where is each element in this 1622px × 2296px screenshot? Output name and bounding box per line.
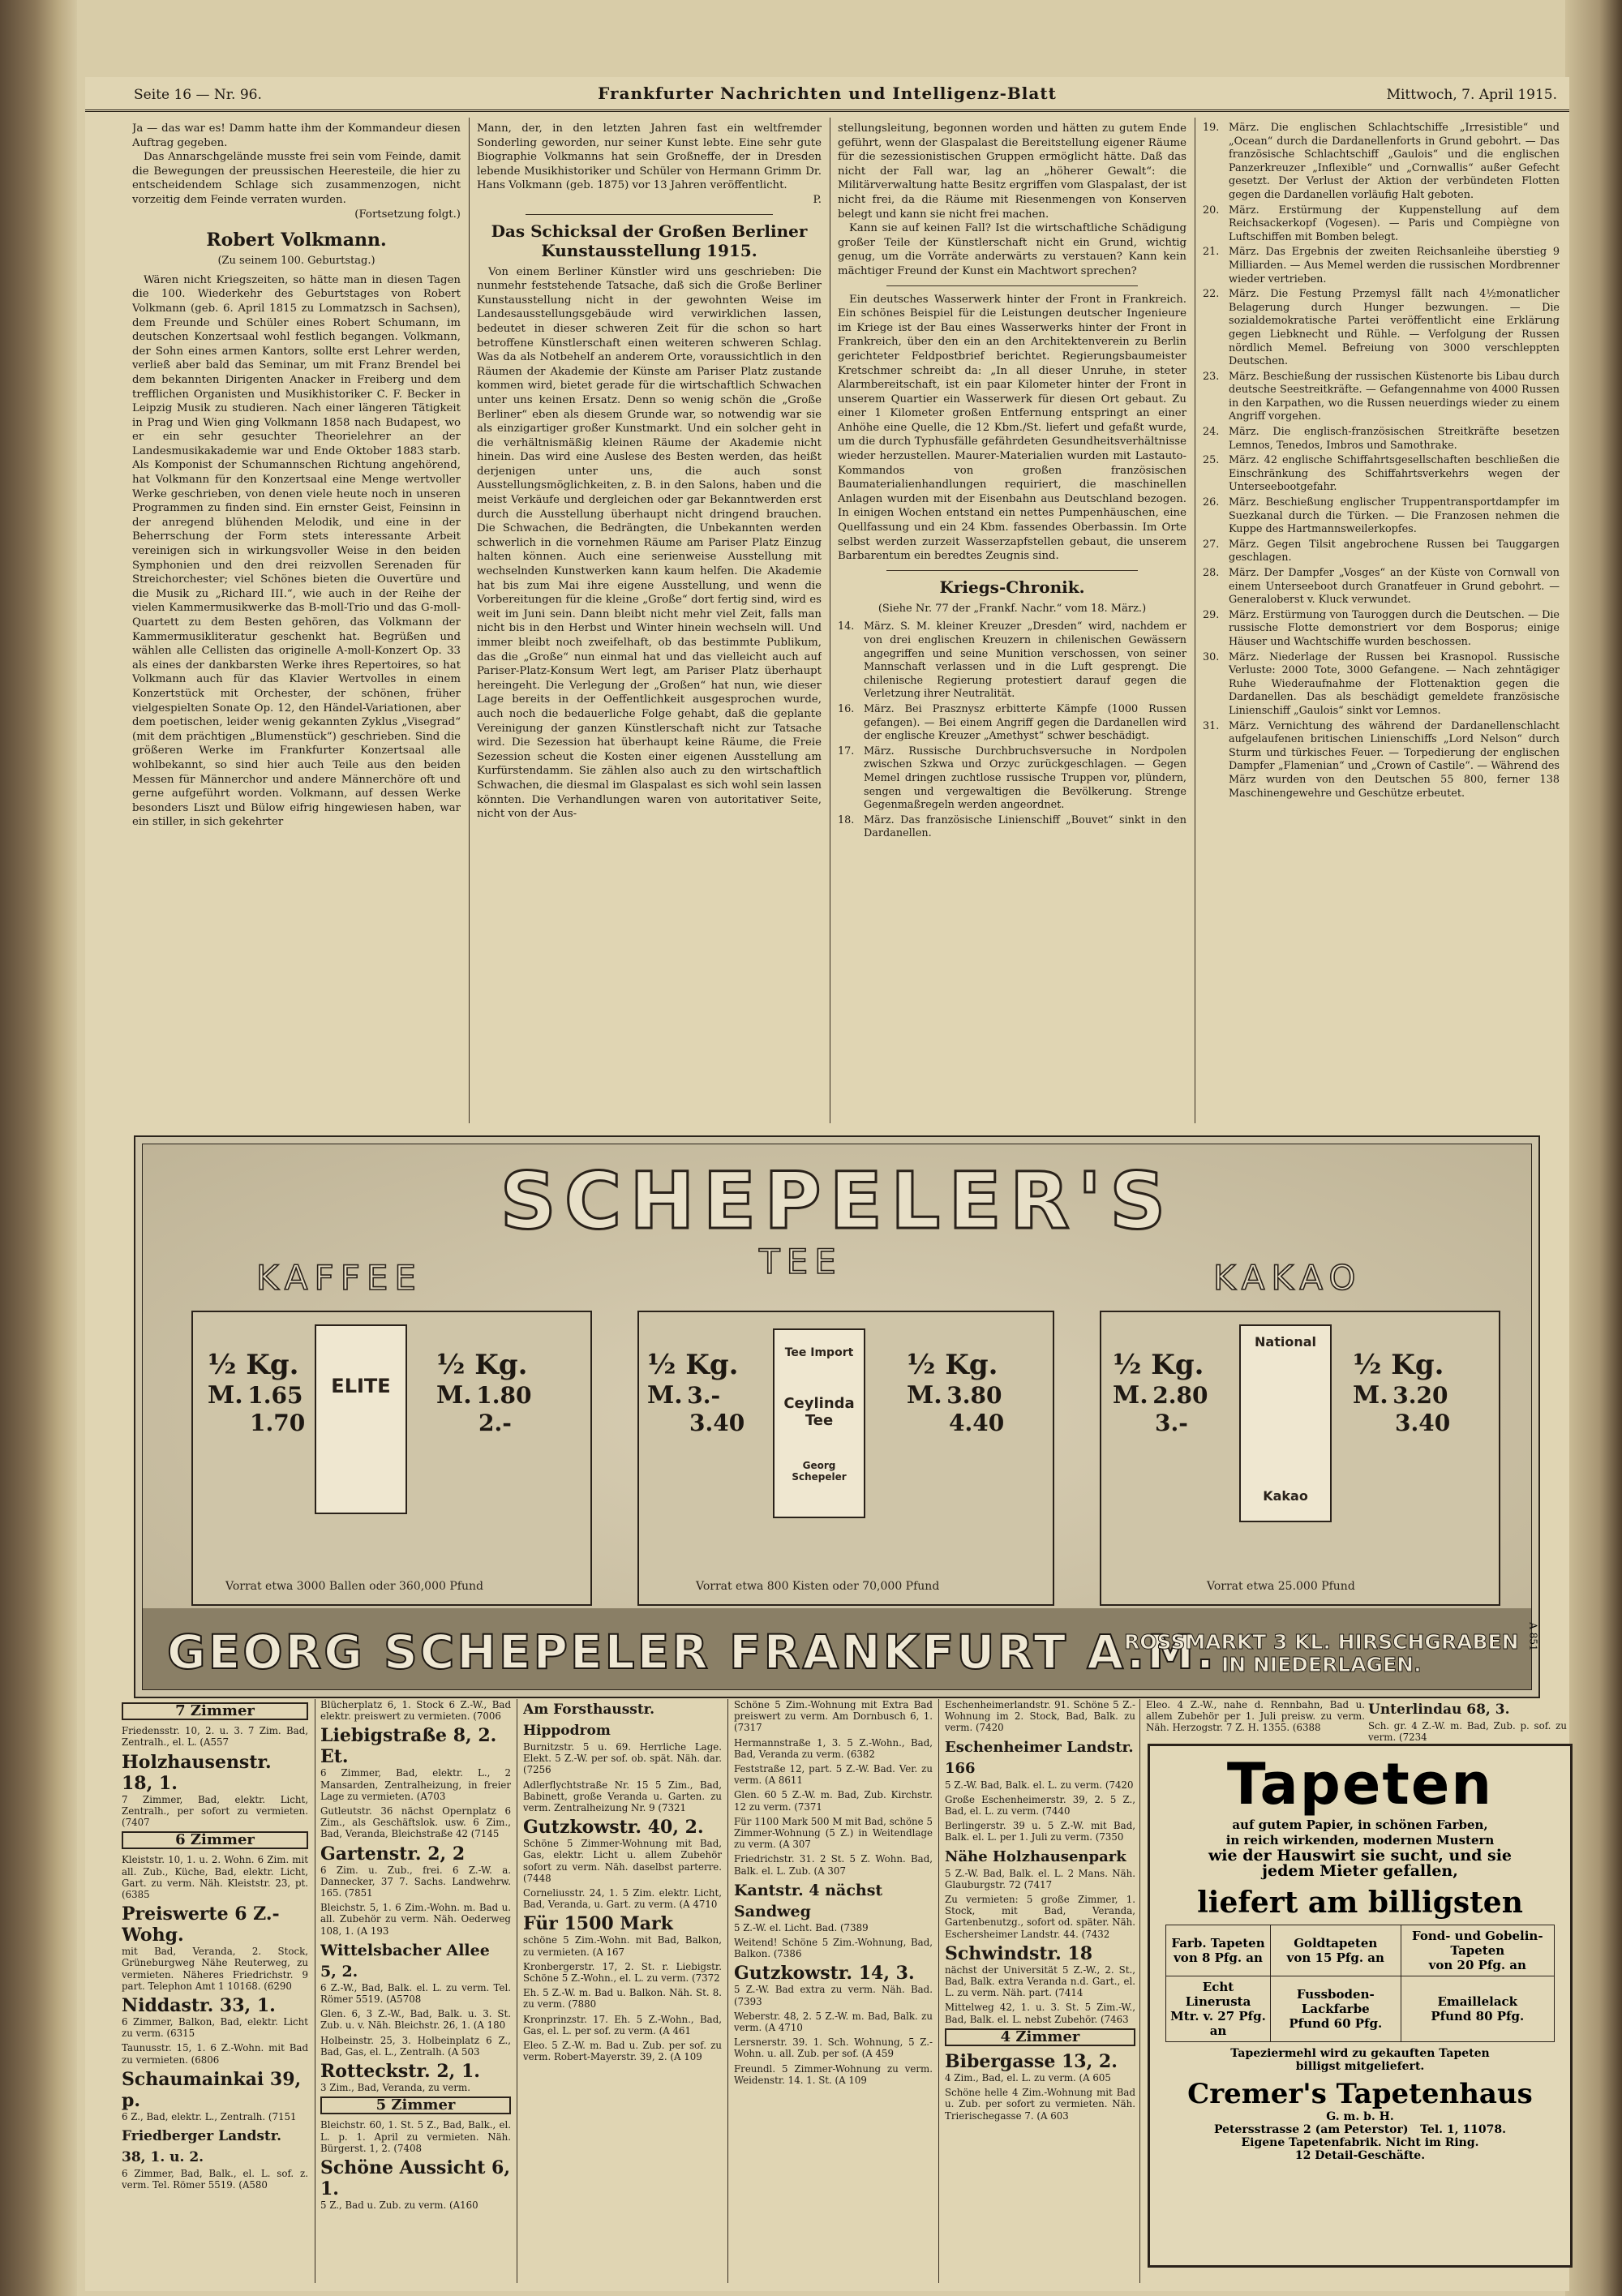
price-cell: Farb. Tapeten von 8 Pfg. an [1166,1925,1271,1976]
price: 2.- [478,1410,512,1436]
listing-heading: Niddastr. 33, 1. [122,1995,276,2017]
entry-text: März. 42 englische Schiffahrtsgesellschaften beschließen die Einschränkung des Schiffahrtsverkehrs wegen der Unterseebootgefahr. [1229,454,1560,494]
listing: 6 Zimmer, Bad, Balk., el. L. sof. z. verm. Tel. Römer 5519. (A580 [122,2168,308,2191]
entry-date: 17. [838,745,855,757]
story-continuation: Ja — das war es! Damm hatte ihm der Kommandeur diesen Auftrag gegeben. [132,122,461,149]
listing: Blücherplatz 6, 1. Stock 6 Z.-W., Bad elektr. preiswert zu vermieten. (7006 [320,1699,511,1723]
chronicle-entry [1203,454,1560,495]
entry-text: März. Die Festung Przemysl fällt nach 4½monatlicher Belagerung durch Hunger bezwungen. — Die sozialdemokratische Partei veröffentlicht eine Erklärung gegen Liebknecht und Rühle. — Verfolgung der Russen nördlich Memel. Befreiung von 3000 verschleppten Deutschen. [1229,288,1560,368]
tee-package: Tee Import Ceylinda Tee Georg Schepeler [773,1328,865,1518]
listing-heading: Gutzkowstr. 40, 2. [523,1817,704,1839]
column-4 [1203,122,1560,1127]
shop-note: Eigene Tapetenfabrik. Nicht im Ring. [1241,2136,1479,2149]
chronicle-entry [1203,204,1560,245]
listing: Zu vermieten: 5 große Zimmer, 1. Stock, mit Bad, Veranda, Gartenbenutzg., sofort od. später. Näh. Eschersheimer Landstr. 44. (7432 [945,1894,1135,1940]
tapeten-note: Tapeziermehl wird zu gekauften Tapeten [1230,2047,1490,2060]
article-title: Das Schicksal der Großen Berliner Kunstausstellung 1915. [491,221,808,260]
page-edge [1565,0,1622,2296]
chronicle-entry [1203,609,1560,650]
paragraph: Ein deutsches Wasserwerk hinter der Front in Frankreich. Ein schönes Beispiel für die Leistungen deutscher Ingenieure im Kriege ist der Bau eines Wasserwerks hinter der Front in Frankreich, über den ein an den Architektenverein zu Berlin gerichteter Feldpostbrief berichtet. Regierungsbaumeister Kretschmer schreibt da: „In all dieser Unruhe, in steter Alarmbereitschaft, ist ein paar Kilometer hinter der Front in unserem Quartier ein Wasserwerk für diesen Ort gebaut. Zu einer 1 Kilometer großen Entfernung entspringt an einer Anhöhe eine Quelle, die 12 Kbm./St. liefert und gefaßt wurde, um die durch Typhusfälle gefährdeten Gesundheitsverhältnisse wieder herzustellen. Maurer-Materialien wurden mit Lastauto-Kommandos von großen französischen Baumaterialienhandlungen requiriert, die maschinellen Anlagen wurden mit der Eisenbahn aus Deutschland bezogen. In einigen Wochen entstand ein nettes Pumpenhäuschen, eine Quellfassung und ein 24 Kbm. fassendes Oberbassin. Im Orte selbst werden zurzeit Wasserzapfstellen gebaut, die unserem Barbarentum ein beredtes Zeugnis sind. [838,293,1186,563]
entry-text: März. Der Dampfer „Vosges“ an der Küste von Cornwall von einem Unterseeboot durch Granatfeuer in Grund gebohrt. — Generaloberst v. Kluck verwundet. [1229,567,1560,607]
paragraph: Das Annarschgelände musste frei sein vom Feinde, damit die Bewegungen der preussischen Heeresteile, die hier zu entscheidendem Schlage sich zusammenzogen, nicht vorzeitig dem Feinde verraten wurden. [132,151,461,206]
entry-text: März. Die englischen Schlachtschiffe „Irresistible“ und „Ocean“ durch die Dardanellenforts in Grund gebohrt. — Das französische Schlachtschiff „Gaulois“ und die englischen Panzerkreuzer „Inflexible“ und „Cornwallis“ außer Gefecht gesetzt. Der Verlust der Aktion der verbündeten Flotten gegen die Dardanellen vorläufig Halt geboten. [1229,122,1560,201]
classifieds-col-6a [1146,1699,1365,1748]
price-block: ½ Kg. M. 1.65 1.70 [208,1349,306,1436]
listing: 5 Z.-W. Bad extra zu verm. Näh. Bad. (7393 [734,1984,933,2007]
listing-heading: Unterlindau 68, 3. [1368,1702,1510,1718]
chronicle-subtitle: (Siehe Nr. 77 der „Frankf. Nachr.“ vom 18. März.) [878,602,1147,615]
price: 3.20 [1392,1382,1448,1409]
listing-heading: Wittelsbacher Allee 5, 2. [320,1941,490,1981]
brand-name: SCHEPELER'S [500,1156,1174,1247]
listing: Schöne 5 Zim.-Wohnung mit Extra Bad preiswert zu verm. Am Dornbusch 6, 1. (7317 [734,1699,933,1734]
listing: Eschenheimerlandstr. 91. Schöne 5 Z.-Wohnung im 2. Stock, Bad, Balk. zu verm. (7420 [945,1699,1135,1734]
listing: Burnitzstr. 5 u. 69. Herrliche Lage. Elekt. 5 Z.-W. per sof. ob. spät. Näh. dar. (7256 [523,1741,722,1776]
listing-heading: Liebigstraße 8, 2. Et. [320,1725,497,1768]
entry-text: März. Beschießung der russischen Küstenorte bis Libau durch deutsche Seestreitkräfte. — Gefangennahme von 4000 Russen in den Karpathen, wo die Russen neuerdings wieder zu einem Angriff vorgehen. [1229,370,1560,423]
entry-text: März. Bei Prasznysz erbitterte Kämpfe (1000 Russen gefangen). — Bei einem Angriff gegen die Dardanellen wird der englische Kreuzer „Amethyst“ schwer beschädigt. [864,702,1186,743]
entry-date: 22. [1203,288,1220,301]
chronicle-entry [1203,567,1560,607]
chronicle-entry [1203,426,1560,453]
listing: Schöne helle 4 Zim.-Wohnung mit Bad u. Zub. per sofort zu vermieten. Näh. Trierischegasse 7. (A 603 [945,2087,1135,2122]
issue-date: Mittwoch, 7. April 1915. [1386,87,1557,103]
listing: Mittelweg 42, 1. u. 3. St. 5 Zim.-W., Bad, Balk. el. L. nebst Zubehör. (7463 [945,2002,1135,2025]
shop-note: 12 Detail-Geschäfte. [1294,2149,1426,2162]
sheet [85,77,1569,2291]
book-binding [0,0,77,2296]
listing: Hermannstraße 1, 3. 5 Z.-Wohn., Bad, Bad, Veranda zu verm. (6382 [734,1736,933,1760]
listing: Gutleutstr. 36 nächst Opernplatz 6 Zim., als Geschäftslok. usw. 6 Zim., Bad, Veranda, Bleichstraße 42 (7145 [320,1805,511,1840]
listing: 6 Z., Bad, elektr. L., Zentralh. (7151 [122,2110,297,2122]
kaffee-package: ELITE [315,1324,407,1514]
stock-note: Vorrat etwa 3000 Ballen oder 360,000 Pfund [225,1580,483,1593]
listing: Sch. gr. 4 Z.-W. m. Bad, Zub. p. sof. zu verm. (7234 [1368,1720,1567,1744]
listing: Adlerflychtstraße Nr. 15 5 Zim., Bad, Babinett, große Veranda u. Garten. zu verm. Zentralheizung Nr. 9 (7321 [523,1779,722,1814]
listing: Eleo. 4 Z.-W., nahe d. Rennbahn, Bad u. allem Zubehör per 1. Juli preisw. zu verm. Näh. Herzogstr. 7 Z. H. 1355. (6388 [1146,1699,1365,1734]
tapeten-offer: liefert am billigsten [1197,1886,1523,1920]
listing: Freundl. 5 Zimmer-Wohnung zu verm. Weidenstr. 14. 1. St. (A 109 [734,2062,933,2086]
chronicle-entry [1203,246,1560,286]
entry-date: 26. [1203,496,1220,509]
price-block: ½ Kg. M. 3.20 3.40 [1353,1349,1451,1436]
entry-text: März. Das französische Linienschiff „Bouvet“ sinkt in den Dardanellen. [864,813,1186,840]
listing: 5 Z., Bad u. Zub. zu verm. (A160 [320,2199,478,2212]
chronicle-entry [1203,720,1560,801]
page-header [85,77,1569,112]
entry-text: März. S. M. kleiner Kreuzer „Dresden“ wird, nachdem er von drei englischen Kreuzern in chilenischen Gewässern angegriffen und seine Munition verschossen, von seiner Mannschaft verlassen und in die Luft gesprengt. Die chilenische Regierung protestiert darauf gegen die Verletzung ihrer Neutralität. [864,620,1186,701]
listing: Eh. 5 Z.-W. m. Bad u. Balkon. Näh. St. 8. zu verm. (7880 [523,1987,722,2011]
listing: 4 Zim., Bad, el. L. zu verm. (A 605 [945,2072,1111,2084]
chronicle-entry [838,814,1186,841]
listing: 5 Z.-W. Bad, Balk. el. L. zu verm. (7420 [945,1779,1134,1791]
entry-date: 21. [1203,246,1220,259]
tapeten-line: jedem Mieter gefallen, [1262,1862,1458,1880]
classifieds-col-5 [945,1699,1135,2283]
article-subtitle: (Zu seinem 100. Geburtstag.) [217,255,375,268]
entry-text: März. Erstürmung von Tauroggen durch die Deutschen. — Die russische Flotte demonstriert vor dem Bosporus; einige Häuser und Wachtschiffe wurden beschossen. [1229,608,1560,648]
column-2 [477,122,822,1127]
entry-date: 16. [838,702,855,715]
price-cell: Fond- und Gobelin-Tapeten von 20 Pfg. an [1401,1925,1554,1976]
tapeten-line: auf gutem Papier, in schönen Farben, [1232,1817,1488,1832]
signature: P. [813,193,822,206]
paragraph: stellungsleitung, begonnen worden und hätten zu gutem Ende geführt, wenn der Glaspalast die Bereitstellung eigener Räume für die sezessionistischen Gruppen ermöglicht hätte. Daß das nicht der Fall war, lag an „höherer Gewalt“: die Militärverwaltung hatte Besitz ergriffen vom Glaspalast, der ist nicht frei, da die Räume mit Riesenmengen von Konserven belegt und kann sie nicht frei machen. [838,122,1186,221]
listing: Friedrichstr. 31. 2 St. 5 Z. Wohn. Bad, Balk. el. L. Zub. (A 307 [734,1853,933,1877]
kakao-panel [1100,1311,1500,1606]
listing-heading: Friedberger Landstr. 38, 1. u. 2. [122,2128,282,2166]
listing: Kronbergerstr. 17, 2. St. r. Liebigstr. Schöne 5 Z.-Wohn., el. L. zu verm. (7372 [523,1960,722,1985]
price-cell: Goldtapeten von 15 Pfg. an [1271,1925,1401,1976]
listing-heading: Eschenheimer Landstr. 166 [945,1738,1134,1777]
entry-text: März. Die englisch-französischen Streitkräfte besetzen Lemnos, Tenedos, Imbros und Samothrake. [1229,426,1560,452]
shop-legal: G. m. b. H. [1326,2110,1394,2123]
article-body: Wären nicht Kriegszeiten, so hätte man in diesen Tagen die 100. Wiederkehr des Geburtstages von Robert Volkmann (geb. 6. April 1815 zu Lommatzsch in Sachsen), dem Freunde und Schüler eines Robert Schumann, im deutschen Konzertsaal wohl festlich begangen. Volkmann, der Sohn eines armen Kantors, sollte erst Lehrer werden, verließ aber bald das Seminar, um mit Franz Brendel bei dem bekannten Dirigenten Anacker in Freiberg und dem trefflichen Organisten und Musikhistoriker C. F. Becker in Leipzig Musik zu studieren. Nach einer längeren Tätigkeit in Prag und Wien ging Volkmann 1858 nach Budapest, wo er ein sehr gesuchter Theorielehrer an der Landesmusikakademie war und Ende Oktober 1883 starb. Als Komponist der Schumannschen Richtung angehörend, hat Volkmann für den Konzertsaal eine Menge wertvoller Werke geschrieben, von denen viele heute noch in unseren Programmen zu finden sind. Ein ernster Geist, Feinsinn in der anregend blühenden Melodik, und eine in der Beherrschung der Form stets interessante Arbeit vereinigen sich in wirkungsvoller Weise in den beiden Symphonien und den drei reizvollen Serenaden für Streichorchester; viel Schönes bieten die Ouvertüre und die Musik zu „Richard III.“, wie auch in der Reihe der vielen Kammermusikwerke das B-moll-Trio und das G-moll-Quartett zu dem Besten gehören, das Volkmann der Kammermusikliteratur geschenkt hat. Begrüßen und wählen alle Cellisten das originelle A-moll-Konzert Op. 33 als eines der dankbarsten Werke ihres Repertoires, so hat Volkmann auch für das Klavier Wertvolles in einem Konzertstück mit Orchester, der schönen, früher vielgespielten Sonate Op. 12, den Händel-Variationen, aber dem poetischen, leider wenig gekannten Zyklus „Visegrad“ (mit dem prächtigen „Blumenstück“) geschrieben. Sind die größeren Werke im Frankfurter Konzertsaal alle wohlbekannt, so sind hier auch Teile aus den beiden Messen für Männerchor und andere Männerchöre oft und gerne aufgeführt worden. Volkmann, auf dessen Werke besonders Liszt und Bülow eifrig hingewiesen haben, war ein stiller, in sich gekehrter [132,273,461,829]
product-kakao: KAKAO [1213,1258,1362,1298]
listing-heading: Am Forsthausstr. Hippodrom [523,1702,654,1739]
chronicle-entry [1203,539,1560,565]
listing-heading: Kantstr. 4 nächst Sandweg [734,1881,883,1920]
listing: mit Bad, Veranda, 2. Stock, Grüneburgweg Nähe Reuterweg, zu vermieten. Näheres Friedrichstr. 9 part. Telephon Amt 1 10168. (6290 [122,1946,308,1992]
shop-address: Petersstrasse 2 (am Peterstor) Tel. 1, 11078. [1213,2123,1506,2136]
product-kaffee: KAFFEE [256,1258,423,1298]
entry-date: 24. [1203,426,1220,439]
listing: Eleo. 5 Z.-W. m. Bad u. Zub. per sof. zu verm. Robert-Mayerstr. 39, 2. (A 109 [523,2040,722,2063]
price-block: ½ Kg. M. 3.- 3.40 [647,1349,745,1436]
listing: Bleichstr. 5, 1. 6 Zim.-Wohn. m. Bad u. all. Zubehör zu verm. Näh. Oederweg 108, 1. (A 193 [320,1902,511,1937]
listing: 6 Zimmer, Balkon, Bad, elektr. Licht zu verm. (6315 [122,2016,308,2040]
listing: schöne 5 Zim.-Wohn. mit Bad, Balkon, zu vermieten. (A 167 [523,1934,722,1958]
listing: Bleichstr. 60, 1. St. 5 Z., Bad, Balk., el. L. p. 1. April zu vermieten. Näh. Bürgerst. 1, 2. (7408 [320,2119,511,2154]
section-label: 5 Zimmer [320,2096,511,2114]
price: 1.70 [250,1410,306,1436]
tapeten-title: Tapeten [1226,1751,1494,1817]
kakao-package: National Kakao [1239,1324,1332,1522]
price-cell: Echt Linerusta Mtr. v. 27 Pfg. an [1166,1976,1271,2042]
classifieds-col-2 [320,1699,511,2283]
product-tee: TEE [759,1242,843,1281]
chronicle-entry [1203,651,1560,719]
stock-note: Vorrat etwa 800 Kisten oder 70,000 Pfund [696,1580,940,1593]
schepeler-advert [134,1135,1540,1698]
listing: Feststraße 12, part. 5 Z.-W. Bad. Ver. zu verm. (A 8611 [734,1763,933,1787]
entry-date: 27. [1203,538,1220,551]
entry-text: März. Beschießung englischer Truppentransportdampfer im Suezkanal durch die Türken. — Die Franzosen nehmen die Kuppe des Hartmannsweilerkopfes. [1229,496,1560,536]
listing: Weitend! Schöne 5 Zim.-Wohnung, Bad, Balkon. (7386 [734,1937,933,1960]
entry-date: 20. [1203,204,1220,217]
tapeten-line: wie der Hauswirt sie sucht, und sie [1208,1847,1513,1865]
listing: 7 Zimmer, Bad, elektr. Licht, Zentralh., per sofort zu vermieten. (7407 [122,1793,308,1829]
price-cell: Emaillelack Pfund 80 Pfg. [1401,1976,1554,2042]
price: 3.- [687,1382,721,1409]
listing-heading: Für 1500 Mark [523,1913,673,1935]
chronicle-entry [1203,496,1560,537]
classifieds-col-4 [734,1699,933,2283]
chronicle-entry [838,620,1186,702]
entry-text: März. Niederlage der Russen bei Krasnopol. Russische Verluste: 2000 Tote, 3000 Gefangene. — Nach zehntägiger Ruhe Wiederaufnahme der Flottenaktion gegen die Dardanellen. Das als beschädigt gemeldete französische Linienschiff „Gaulois“ sinkt vor Lemnos. [1229,650,1560,717]
listing: Für 1100 Mark 500 M mit Bad, schöne 5 Zimmer-Wohnung (5 Z.) in Weitendlage zu verm. (A 307 [734,1815,933,1851]
price-block: ½ Kg. M. 3.80 4.40 [907,1349,1005,1436]
price-cell: Fussboden-Lackfarbe Pfund 60 Pfg. [1271,1976,1401,2042]
entry-date: 14. [838,620,855,633]
page-number: Seite 16 — Nr. 96. [134,87,262,103]
listing: 5 Z.-W. Bad, Balk. el. L. 2 Mans. Näh. Glauburgstr. 72 (7417 [945,1867,1135,1890]
advert-code: A 851 [1527,1622,1539,1651]
listing: Holbeinstr. 25, 3. Holbeinplatz 6 Z., Bad, Gas, el. L., Zentralh. (A 503 [320,2034,511,2058]
column-rule [469,118,470,1123]
listing: Große Eschenheimerstr. 39, 2. 5 Z., Bad, el. L. zu verm. (7440 [945,1793,1135,1817]
classifieds-col-1 [122,1699,308,2283]
tapeten-price-table [1165,1925,1555,2042]
stock-note: Vorrat etwa 25.000 Pfund [1207,1580,1355,1593]
entry-date: 18. [838,813,855,826]
tapeten-note: billigst mitgeliefert. [1295,2060,1425,2073]
shop-name: Cremer's Tapetenhaus [1187,2078,1533,2110]
continuation-note: (Fortsetzung folgt.) [354,208,461,221]
company-name: GEORG SCHEPELER FRANKFURT A.M. [167,1624,1216,1680]
listing-heading: Bibergasse 13, 2. [945,2051,1118,2073]
listing: Kleiststr. 10, 1. u. 2. Wohn. 6 Zim. mit all. Zub., Küche, Bad, elektr. Licht, Gart. zu verm. Näh. Kleiststr. 23, pt. (6385 [122,1854,308,1901]
listing: Friedensstr. 10, 2. u. 3. 7 Zim. Bad, Zentralh., el. L. (A557 [122,1725,308,1749]
kaffee-panel [191,1311,592,1606]
chronicle-entry [1203,371,1560,424]
article-title: Robert Volkmann. [206,230,387,251]
listing: Lersnerstr. 39. 1. Sch. Wohnung, 5 Z.-Wohn. u. all. Zub. per sof. (A 459 [734,2036,933,2060]
listing: 6 Zim. u. Zub., frei. 6 Z.-W. a. Dannecker, 37 7. Sachs. Landwehrw. 165. (7851 [320,1864,511,1899]
listing: Glen. 6, 3 Z.-W., Bad, Balk. u. 3. St. Zub. u. v. Näh. Bleichstr. 26, 1. (A 180 [320,2008,511,2032]
listing: 5 Z.-W. el. Licht. Bad. (7389 [734,1921,869,1933]
listing: 6 Zimmer, Bad, elektr. L., 2 Mansarden, Zentralheizung, in freier Lage zu vermieten. (A703 [320,1767,511,1802]
divider [526,214,773,215]
listing: Kronprinzstr. 17. Eh. 5 Z.-Wohn., Bad, Gas, el. L. per sof. zu verm. (A 461 [523,2013,722,2036]
chronicle-entry [1203,122,1560,203]
company-address: ROSSMARKT 3 KL. HIRSCHGRABEN IN NIEDERLAGEN. [1124,1630,1519,1676]
listing-heading: Schöne Aussicht 6, 1. [320,2157,510,2200]
divider [886,285,1138,286]
classifieds-col-3 [523,1699,722,2283]
listing-heading: Gutzkowstr. 14, 3. [734,1963,915,1985]
masthead: Frankfurter Nachrichten und Intelligenz-Blatt [598,84,1057,103]
entry-date: 19. [1203,122,1220,134]
section-label: 7 Zimmer [122,1702,308,1720]
entry-text: März. Das Ergebnis der zweiten Reichsanleihe überstieg 9 Milliarden. — Aus Memel werden die russischen Mordbrenner wieder vertrieben. [1229,246,1560,285]
column-rule [1139,1699,1140,2283]
listing: nächst der Universität 5 Z.-W., 2. St., Bad, Balk. extra Veranda n.d. Gart., el. L. zu verm. Näh. part. (7414 [945,1963,1135,1999]
chronicle-list [838,620,1186,841]
chronicle-list [1203,122,1560,800]
listing-heading: Preiswerte 6 Z.-Wohg. [122,1903,280,1946]
entry-date: 28. [1203,567,1220,579]
listing-heading: Nähe Holzhausenpark [945,1848,1126,1865]
chronicle-entry [838,745,1186,813]
chronicle-entry [838,703,1186,744]
classifieds-col-6b [1368,1699,1567,1748]
price-block: ½ Kg. M. 2.80 3.- [1113,1349,1208,1436]
listing-heading: Schwindstr. 18 [945,1942,1093,1964]
article-body: Von einem Berliner Künstler wird uns geschrieben: Die nunmehr feststehende Tatsache, daß sich die Große Berliner Kunstausstellung nicht in der gewohnten Weise im Landesausstellungsgebäude wird verwirklichen lassen, bedeutet in dieser schweren Zeit für die schon so hart betroffene Künstlerschaft einen weiteren schweren Schlag. Was da als Notbehelf an anderem Orte, voraussichtlich in den Räumen der Akademie der Künste am Pariser Platz zustande kommen wird, bietet gerade für die wirtschaftlich Schwachen unter uns keinen Ersatz. Denn so wenig schön die „Große Berliner“ eben als diesem Grunde war, so notwendig war sie als einzigartiger großer Kunstmarkt. Und ein solcher geht in die verhältnismäßig kleinen Räume der Akademie nicht hinein. Das wird eine Auslese des Besten werden, das heißt derjenigen unter uns, die auch sonst Ausstellungsmöglichkeiten, z. B. in den Salons, haben und die meist Verkäufe und dergleichen oder gar Bekanntwerden erst durch die Ausstellung überhaupt nicht dringend brauchen. Die Schwachen, die Bedrängten, die Unbekannten werden schwerlich in die vornehmen Räume am Pariser Platz Einzug halten können. Auch eine serienweise Ausstellung mit wechselnden Kunstwerken kann kaum helfen. Die Akademie hat bis zum Mai ihre eigene Ausstellung, und wenn die Vorbereitungen für die kleine „Große“ dort fertig sind, wird es weit im Juni sein. Dann bleibt nicht mehr viel Zeit, falls man nicht bis in den Herbst und Winter hinein wechseln will. Und immer bleibt noch zweifelhaft, ob das bestimmte Publikum, das die „Große“ nun einmal hat und das vielleicht auch auf Pariser-Platz-Konsum Wert legt, am Pariser Platz überhaupt hereingeht. Die Verlegung der „Großen“ hat nun, wie dieser Lage bereits in der Oeffentlichkeit ausgesprochen wurde, auch noch die bedauerliche Folge gehabt, daß die geplante Vereinigung der ganzen Künstlerschaft nicht zur Tatsache wird. Die Sezession hat überhaupt keine Räume, die Freie Sezession scheut die Kosten einer eigenen Ausstellung am Kurfürstendamm. Sie zählen also auch zu den wirtschaftlich Schwachen, die diesmal im Glaspalast es sich wohl sein lassen könnten. Die Verhandlungen waren von autoritativer Seite, nicht von der Aus- [477,265,822,821]
chronicle-title: Kriegs-Chronik. [939,577,1085,597]
price: 2.80 [1152,1382,1208,1409]
section-label: 6 Zimmer [122,1831,308,1849]
listing-heading: Rotteckstr. 2, 1. [320,2061,480,2083]
price: 3.40 [689,1410,745,1436]
entry-date: 25. [1203,454,1220,467]
entry-text: März. Gegen Tilsit angebrochene Russen bei Tauggargen geschlagen. [1229,538,1560,564]
column-1 [132,122,461,1127]
listing: Taunusstr. 15, 1. 6 Z.-Wohn. mit Bad zu vermieten. (6806 [122,2042,308,2066]
entry-date: 31. [1203,719,1220,732]
listing: 6 Z.-W., Bad, Balk. el. L. zu verm. Tel. Römer 5519. (A5708 [320,1981,511,2006]
listing-heading: Gartenstr. 2, 2 [320,1843,466,1865]
tapeten-line: in reich wirkenden, modernen Mustern [1225,1833,1495,1848]
tee-panel [637,1311,1054,1606]
listing: Corneliusstr. 24, 1. 5 Zim. elektr. Licht, Bad, Veranda, u. Gart. zu verm. (A 4710 [523,1887,722,1911]
divider [886,570,1138,571]
column-rule [938,1699,939,2283]
price: 4.40 [949,1410,1005,1436]
listing: Berlingerstr. 39 u. 5 Z.-W. mit Bad, Balk. el. L. per 1. Juli zu verm. (7350 [945,1820,1135,1843]
entry-text: März. Russische Durchbruchsversuche in Nordpolen zwischen Szkwa und Orzyc zurückgeschlagen. — Gegen Memel dringen zuchtlose russische Truppen vor, plündern, sengen und vergewaltigen die Bevölkerung. Strenge Gegenmaßregeln werden angeordnet. [864,745,1186,812]
column-3 [838,122,1186,1127]
column-rule [727,1699,728,2283]
entry-date: 30. [1203,650,1220,663]
listing-heading: Holzhausenstr. 18, 1. [122,1751,272,1794]
listing-heading: Schaumainkai 39, p. [122,2068,302,2111]
section-label: 4 Zimmer [945,2028,1135,2046]
price-block: ½ Kg. M. 1.80 2.- [436,1349,532,1436]
price: 1.65 [247,1382,303,1409]
paragraph: Kann sie auf keinen Fall? Ist die wirtschaftliche Schädigung großer Teile der Künstlerschaft nicht ein Grund, wichtig genug, um die Vorräte anderwärts zu verstauen? Kann kein mächtiger Freund der Kunst ein Machtwort sprechen? [838,222,1186,277]
entry-text: März. Vernichtung des während der Dardanellenschlacht aufgelaufenen britischen Linienschiffs „Lord Nelson“ durch Sturm und türkisches Feuer. — Torpedierung der englischen Dampfer „Flamenian“ und „Crown of Castile“. — Während des März wurden von den Deutschen 55 800, ferner 138 Maschinengewehre und Geschütze erbeutet. [1229,719,1560,800]
listing: Schöne 5 Zimmer-Wohnung mit Bad, Gas, elektr. Licht u. allem Zubehör sofort zu verm. Näh. daselbst parterre. (7448 [523,1838,722,1884]
listing: Weberstr. 48, 2. 5 Z.-W. m. Bad, Balk. zu verm. (A 4710 [734,2010,933,2034]
price: 3.80 [946,1382,1002,1409]
entry-date: 29. [1203,608,1220,621]
entry-text: März. Erstürmung der Kuppenstellung auf dem Reichsackerkopf (Vogesen). — Paris und Compiègne von Luftschiffen mit Bomben belegt. [1229,204,1560,243]
entry-date: 23. [1203,370,1220,383]
chronicle-entry [1203,288,1560,369]
listing: Glen. 60 5 Z.-W. m. Bad, Zub. Kirchstr. 12 zu verm. (7371 [734,1789,933,1813]
price: 3.40 [1395,1410,1451,1436]
advert-frame [142,1144,1539,1690]
listing: 3 Zim., Bad, Veranda, zu verm. [320,2082,470,2094]
price: 1.80 [476,1382,532,1409]
price: 3.- [1155,1410,1188,1436]
paragraph: Mann, der, in den letzten Jahren fast ein weltfremder Sonderling geworden, nur seiner Kunst lebte. Eine sehr gute Biographie Volkmanns hat sein Großneffe, der in Dresden lebende Musikhistoriker und Schüler von Hermann Grimm Dr. Hans Volkmann (geb. 1875) vor 13 Jahren veröffentlicht. [477,122,822,192]
tapeten-advert [1148,1744,1573,2268]
